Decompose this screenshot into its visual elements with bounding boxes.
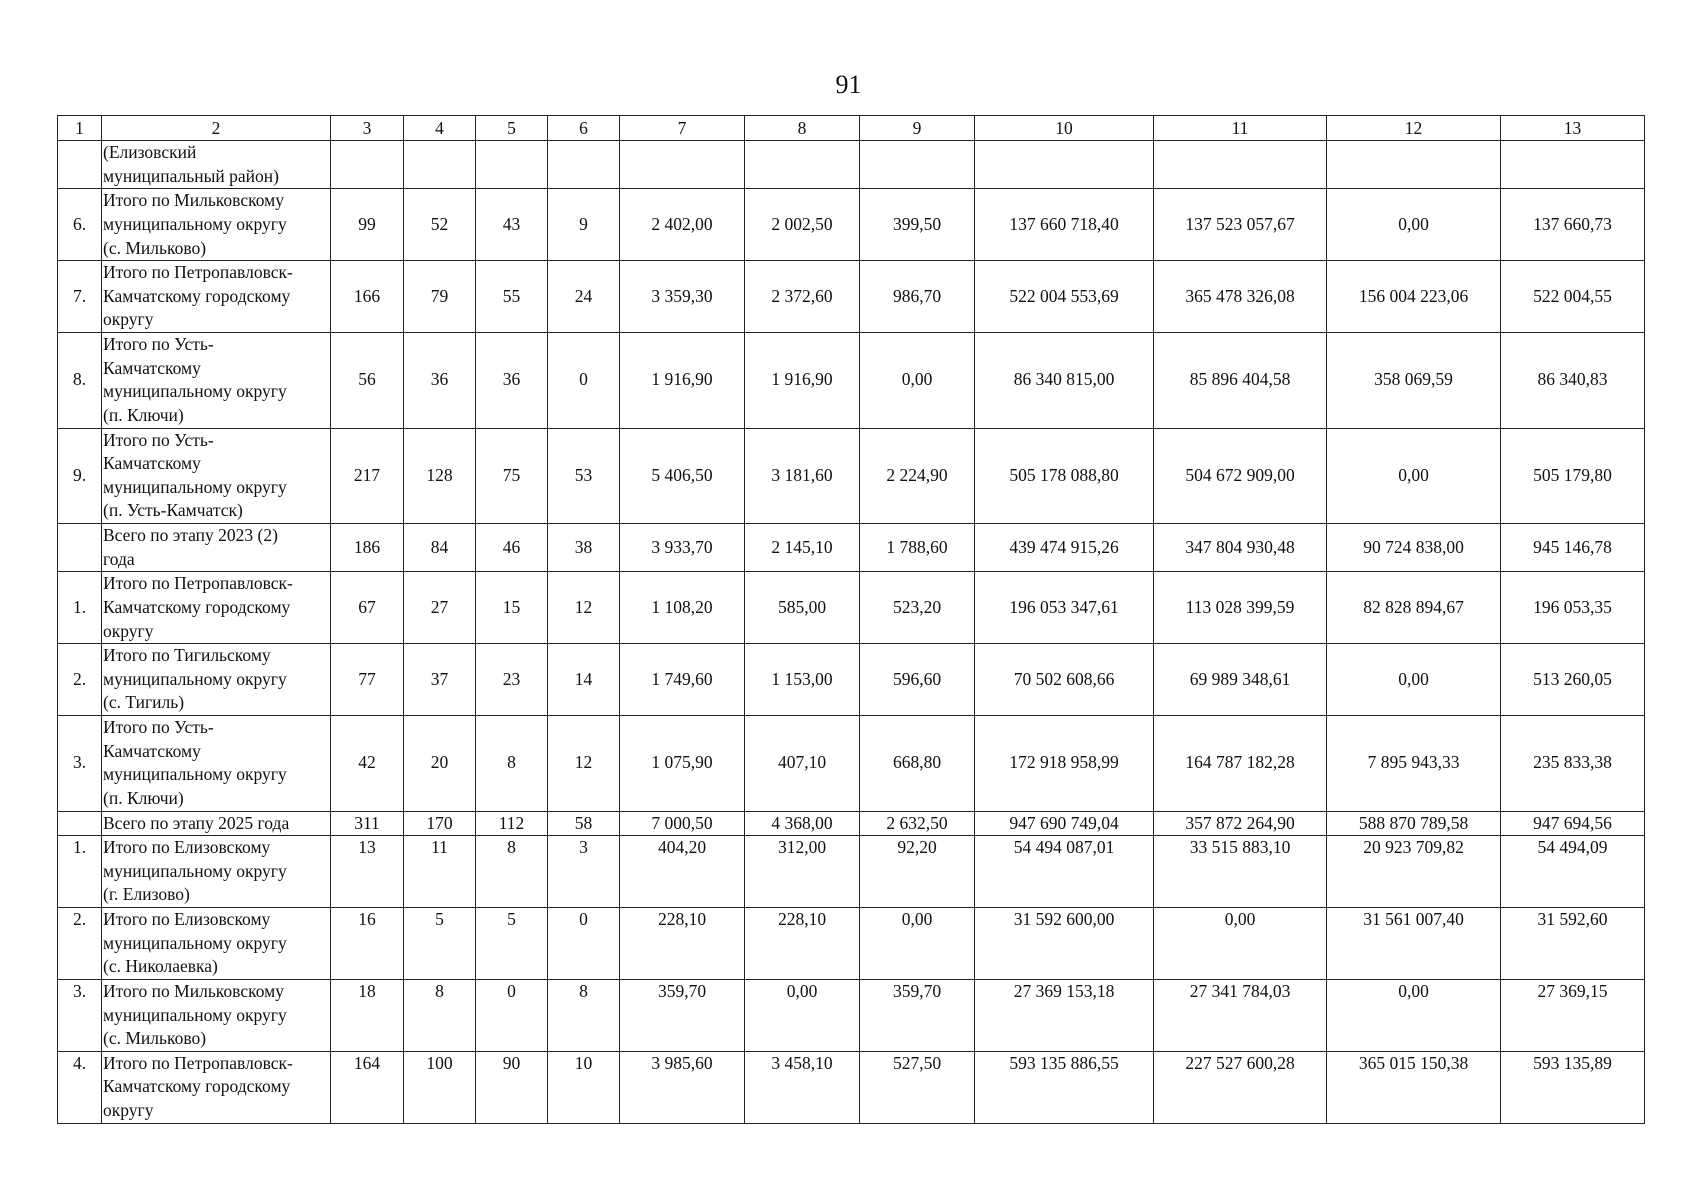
value-cell: 359,70 xyxy=(620,979,745,1051)
column-header-2: 2 xyxy=(102,116,331,141)
value-cell: 46 xyxy=(476,524,548,572)
value-cell: 86 340 815,00 xyxy=(975,333,1154,429)
row-index-cell: 4. xyxy=(58,1051,102,1123)
value-cell: 439 474 915,26 xyxy=(975,524,1154,572)
value-cell xyxy=(1154,141,1327,189)
row-name-cell: Итого по Тигильскому муниципальному округу (с. Тигиль) xyxy=(102,644,331,716)
value-cell: 0 xyxy=(548,333,620,429)
value-cell: 8 xyxy=(548,979,620,1051)
value-cell: 2 372,60 xyxy=(745,261,860,333)
value-cell: 67 xyxy=(331,572,404,644)
value-cell: 0,00 xyxy=(1327,189,1501,261)
value-cell: 593 135 886,55 xyxy=(975,1051,1154,1123)
value-cell: 522 004,55 xyxy=(1501,261,1645,333)
value-cell: 27 xyxy=(404,572,476,644)
value-cell: 2 632,50 xyxy=(860,811,975,836)
column-header-10: 10 xyxy=(975,116,1154,141)
table-row xyxy=(58,524,1645,572)
column-header-8: 8 xyxy=(745,116,860,141)
value-cell: 504 672 909,00 xyxy=(1154,428,1327,524)
value-cell: 52 xyxy=(404,189,476,261)
value-cell: 523,20 xyxy=(860,572,975,644)
value-cell: 53 xyxy=(548,428,620,524)
row-index-cell: 7. xyxy=(58,261,102,333)
column-header-7: 7 xyxy=(620,116,745,141)
table-row xyxy=(58,428,1645,524)
value-cell: 14 xyxy=(548,644,620,716)
value-cell: 137 660 718,40 xyxy=(975,189,1154,261)
value-cell: 10 xyxy=(548,1051,620,1123)
row-index-cell: 1. xyxy=(58,836,102,908)
value-cell: 4 368,00 xyxy=(745,811,860,836)
value-cell: 0 xyxy=(548,908,620,980)
column-header-4: 4 xyxy=(404,116,476,141)
value-cell: 137 660,73 xyxy=(1501,189,1645,261)
value-cell: 1 153,00 xyxy=(745,644,860,716)
table-header-row xyxy=(58,116,1645,141)
table-row xyxy=(58,644,1645,716)
value-cell: 1 916,90 xyxy=(620,333,745,429)
row-name-cell: Итого по Мильковскому муниципальному округу (с. Мильково) xyxy=(102,979,331,1051)
table-body xyxy=(58,116,1645,1124)
value-cell: 27 369,15 xyxy=(1501,979,1645,1051)
value-cell: 69 989 348,61 xyxy=(1154,644,1327,716)
row-index-cell: 8. xyxy=(58,333,102,429)
row-name-cell: Итого по Усть- Камчатскому муниципальному округу (п. Ключи) xyxy=(102,333,331,429)
value-cell: 1 788,60 xyxy=(860,524,975,572)
row-name-cell: Итого по Елизовскому муниципальному округу (г. Елизово) xyxy=(102,836,331,908)
value-cell: 228,10 xyxy=(745,908,860,980)
value-cell: 90 724 838,00 xyxy=(1327,524,1501,572)
value-cell: 112 xyxy=(476,811,548,836)
value-cell: 156 004 223,06 xyxy=(1327,261,1501,333)
row-index-cell: 9. xyxy=(58,428,102,524)
value-cell: 8 xyxy=(404,979,476,1051)
value-cell: 99 xyxy=(331,189,404,261)
value-cell: 505 179,80 xyxy=(1501,428,1645,524)
row-index-cell xyxy=(58,524,102,572)
value-cell: 79 xyxy=(404,261,476,333)
table-row xyxy=(58,908,1645,980)
value-cell: 170 xyxy=(404,811,476,836)
value-cell: 593 135,89 xyxy=(1501,1051,1645,1123)
table-row xyxy=(58,189,1645,261)
column-header-3: 3 xyxy=(331,116,404,141)
table-row xyxy=(58,836,1645,908)
row-index-cell: 1. xyxy=(58,572,102,644)
value-cell: 186 xyxy=(331,524,404,572)
row-name-cell: Итого по Усть- Камчатскому муниципальному округу (п. Усть-Камчатск) xyxy=(102,428,331,524)
value-cell xyxy=(975,141,1154,189)
value-cell: 1 916,90 xyxy=(745,333,860,429)
value-cell: 513 260,05 xyxy=(1501,644,1645,716)
table-row xyxy=(58,261,1645,333)
row-index-cell xyxy=(58,811,102,836)
column-header-5: 5 xyxy=(476,116,548,141)
value-cell: 0,00 xyxy=(1327,644,1501,716)
value-cell: 82 828 894,67 xyxy=(1327,572,1501,644)
column-header-12: 12 xyxy=(1327,116,1501,141)
value-cell: 3 181,60 xyxy=(745,428,860,524)
value-cell: 2 145,10 xyxy=(745,524,860,572)
value-cell: 31 592,60 xyxy=(1501,908,1645,980)
data-table xyxy=(57,115,1645,1124)
value-cell: 11 xyxy=(404,836,476,908)
column-header-1: 1 xyxy=(58,116,102,141)
value-cell: 347 804 930,48 xyxy=(1154,524,1327,572)
value-cell: 77 xyxy=(331,644,404,716)
row-index-cell: 3. xyxy=(58,979,102,1051)
value-cell: 31 592 600,00 xyxy=(975,908,1154,980)
table-row xyxy=(58,716,1645,812)
value-cell: 404,20 xyxy=(620,836,745,908)
value-cell: 196 053 347,61 xyxy=(975,572,1154,644)
value-cell: 505 178 088,80 xyxy=(975,428,1154,524)
value-cell: 37 xyxy=(404,644,476,716)
value-cell xyxy=(860,141,975,189)
value-cell: 36 xyxy=(476,333,548,429)
value-cell: 9 xyxy=(548,189,620,261)
table-row xyxy=(58,333,1645,429)
value-cell: 217 xyxy=(331,428,404,524)
value-cell: 1 075,90 xyxy=(620,716,745,812)
value-cell: 24 xyxy=(548,261,620,333)
value-cell: 0,00 xyxy=(1154,908,1327,980)
row-name-cell: Всего по этапу 2023 (2) года xyxy=(102,524,331,572)
value-cell: 5 xyxy=(404,908,476,980)
row-index-cell: 6. xyxy=(58,189,102,261)
value-cell: 947 694,56 xyxy=(1501,811,1645,836)
column-header-6: 6 xyxy=(548,116,620,141)
table-row xyxy=(58,979,1645,1051)
value-cell: 522 004 553,69 xyxy=(975,261,1154,333)
page-number: 91 xyxy=(835,70,862,99)
row-name-cell: Итого по Мильковскому муниципальному округу (с. Мильково) xyxy=(102,189,331,261)
value-cell: 5 406,50 xyxy=(620,428,745,524)
value-cell: 70 502 608,66 xyxy=(975,644,1154,716)
value-cell: 58 xyxy=(548,811,620,836)
value-cell xyxy=(620,141,745,189)
value-cell: 13 xyxy=(331,836,404,908)
value-cell: 2 224,90 xyxy=(860,428,975,524)
value-cell: 137 523 057,67 xyxy=(1154,189,1327,261)
value-cell xyxy=(331,141,404,189)
value-cell: 3 458,10 xyxy=(745,1051,860,1123)
row-name-cell: Итого по Петропавловск- Камчатскому городскому округу xyxy=(102,572,331,644)
value-cell: 3 933,70 xyxy=(620,524,745,572)
value-cell: 588 870 789,58 xyxy=(1327,811,1501,836)
row-name-cell: Итого по Петропавловск- Камчатскому городскому округу xyxy=(102,1051,331,1123)
value-cell: 166 xyxy=(331,261,404,333)
value-cell: 357 872 264,90 xyxy=(1154,811,1327,836)
value-cell: 0,00 xyxy=(860,908,975,980)
column-header-13: 13 xyxy=(1501,116,1645,141)
value-cell: 54 494 087,01 xyxy=(975,836,1154,908)
value-cell: 0 xyxy=(476,979,548,1051)
value-cell: 164 787 182,28 xyxy=(1154,716,1327,812)
value-cell: 43 xyxy=(476,189,548,261)
value-cell: 986,70 xyxy=(860,261,975,333)
value-cell: 2 002,50 xyxy=(745,189,860,261)
value-cell: 3 985,60 xyxy=(620,1051,745,1123)
value-cell: 399,50 xyxy=(860,189,975,261)
value-cell: 7 000,50 xyxy=(620,811,745,836)
value-cell: 312,00 xyxy=(745,836,860,908)
value-cell: 196 053,35 xyxy=(1501,572,1645,644)
value-cell: 16 xyxy=(331,908,404,980)
value-cell: 56 xyxy=(331,333,404,429)
value-cell: 20 923 709,82 xyxy=(1327,836,1501,908)
row-name-cell: (Елизовский муниципальный район) xyxy=(102,141,331,189)
value-cell: 0,00 xyxy=(1327,979,1501,1051)
row-index-cell: 2. xyxy=(58,644,102,716)
value-cell xyxy=(548,141,620,189)
value-cell: 18 xyxy=(331,979,404,1051)
value-cell: 92,20 xyxy=(860,836,975,908)
value-cell: 227 527 600,28 xyxy=(1154,1051,1327,1123)
value-cell: 3 359,30 xyxy=(620,261,745,333)
value-cell: 12 xyxy=(548,572,620,644)
value-cell: 0,00 xyxy=(1327,428,1501,524)
value-cell: 128 xyxy=(404,428,476,524)
row-name-cell: Итого по Усть- Камчатскому муниципальному округу (п. Ключи) xyxy=(102,716,331,812)
value-cell: 55 xyxy=(476,261,548,333)
value-cell: 27 369 153,18 xyxy=(975,979,1154,1051)
value-cell: 1 108,20 xyxy=(620,572,745,644)
value-cell: 23 xyxy=(476,644,548,716)
value-cell xyxy=(404,141,476,189)
value-cell: 585,00 xyxy=(745,572,860,644)
value-cell: 20 xyxy=(404,716,476,812)
value-cell: 365 015 150,38 xyxy=(1327,1051,1501,1123)
value-cell: 36 xyxy=(404,333,476,429)
value-cell: 235 833,38 xyxy=(1501,716,1645,812)
value-cell xyxy=(1327,141,1501,189)
value-cell: 1 749,60 xyxy=(620,644,745,716)
column-header-9: 9 xyxy=(860,116,975,141)
table-row xyxy=(58,811,1645,836)
value-cell: 407,10 xyxy=(745,716,860,812)
value-cell: 945 146,78 xyxy=(1501,524,1645,572)
value-cell: 172 918 958,99 xyxy=(975,716,1154,812)
value-cell: 54 494,09 xyxy=(1501,836,1645,908)
value-cell: 8 xyxy=(476,836,548,908)
value-cell: 2 402,00 xyxy=(620,189,745,261)
value-cell: 100 xyxy=(404,1051,476,1123)
column-header-11: 11 xyxy=(1154,116,1327,141)
value-cell: 84 xyxy=(404,524,476,572)
row-index-cell: 3. xyxy=(58,716,102,812)
row-name-cell: Итого по Петропавловск- Камчатскому городскому округу xyxy=(102,261,331,333)
table-row xyxy=(58,572,1645,644)
value-cell: 228,10 xyxy=(620,908,745,980)
row-name-cell: Итого по Елизовскому муниципальному округу (с. Николаевка) xyxy=(102,908,331,980)
value-cell: 33 515 883,10 xyxy=(1154,836,1327,908)
table-row xyxy=(58,1051,1645,1123)
value-cell: 311 xyxy=(331,811,404,836)
value-cell xyxy=(476,141,548,189)
value-cell: 113 028 399,59 xyxy=(1154,572,1327,644)
value-cell: 596,60 xyxy=(860,644,975,716)
value-cell: 27 341 784,03 xyxy=(1154,979,1327,1051)
value-cell: 5 xyxy=(476,908,548,980)
value-cell: 38 xyxy=(548,524,620,572)
value-cell: 0,00 xyxy=(745,979,860,1051)
value-cell: 358 069,59 xyxy=(1327,333,1501,429)
value-cell: 85 896 404,58 xyxy=(1154,333,1327,429)
value-cell: 164 xyxy=(331,1051,404,1123)
value-cell: 527,50 xyxy=(860,1051,975,1123)
value-cell: 668,80 xyxy=(860,716,975,812)
value-cell: 359,70 xyxy=(860,979,975,1051)
value-cell: 7 895 943,33 xyxy=(1327,716,1501,812)
value-cell: 31 561 007,40 xyxy=(1327,908,1501,980)
value-cell: 15 xyxy=(476,572,548,644)
value-cell: 12 xyxy=(548,716,620,812)
row-name-cell: Всего по этапу 2025 года xyxy=(102,811,331,836)
value-cell: 0,00 xyxy=(860,333,975,429)
value-cell: 86 340,83 xyxy=(1501,333,1645,429)
value-cell: 3 xyxy=(548,836,620,908)
value-cell xyxy=(1501,141,1645,189)
value-cell: 75 xyxy=(476,428,548,524)
row-index-cell xyxy=(58,141,102,189)
row-index-cell: 2. xyxy=(58,908,102,980)
table-row xyxy=(58,141,1645,189)
value-cell: 8 xyxy=(476,716,548,812)
value-cell xyxy=(745,141,860,189)
value-cell: 365 478 326,08 xyxy=(1154,261,1327,333)
value-cell: 42 xyxy=(331,716,404,812)
value-cell: 947 690 749,04 xyxy=(975,811,1154,836)
value-cell: 90 xyxy=(476,1051,548,1123)
